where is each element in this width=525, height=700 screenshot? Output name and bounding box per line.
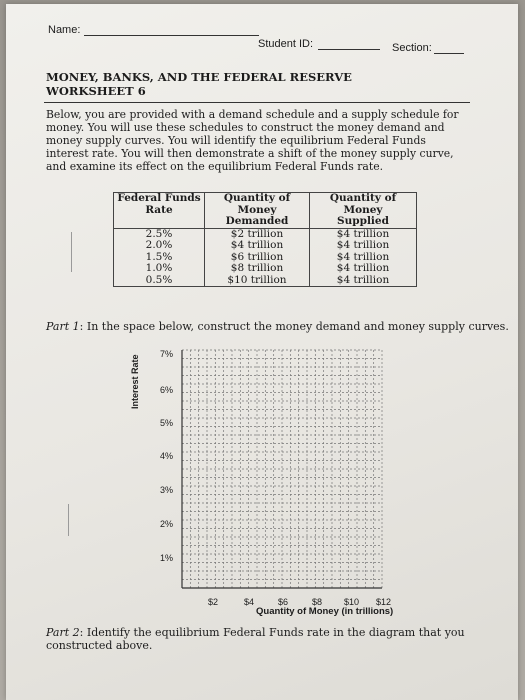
table-row: 2.0% $4 trillion $4 trillion — [114, 240, 417, 252]
x-tick-label: $2 — [208, 597, 219, 607]
header-rate: Federal Funds Rate — [114, 193, 205, 229]
x-tick-label: $4 — [244, 597, 255, 607]
y-tick-label: 7% — [160, 349, 174, 359]
header-demanded: Quantity of Money Demanded — [205, 193, 310, 229]
table-row: 2.5% $2 trillion $4 trillion — [114, 228, 417, 240]
y-tick-label: 5% — [160, 418, 174, 428]
x-tick-label: $8 — [312, 597, 323, 607]
part2-instructions — [46, 626, 466, 652]
title-line-1: MONEY, BANKS, AND THE FEDERAL RESERVE — [46, 70, 352, 84]
part2-label: Part 2 — [46, 626, 80, 639]
part1-instructions — [46, 320, 509, 333]
student-id-line[interactable] — [318, 49, 380, 50]
name-line[interactable] — [84, 35, 259, 36]
intro-paragraph: Below, you are provided with a demand schedule and a supply schedule for money. You will use these schedules to construct the money demand and money supply curves. You will identify the equilibrium Federal Funds interest rate. You will then demonstrate a shift of the money supply curve, and examine its effect on the equilibrium Federal Funds rate. — [46, 108, 459, 173]
worksheet-title — [46, 70, 352, 98]
table-row: 1.0% $8 trillion $4 trillion — [114, 263, 417, 275]
y-tick-label: 4% — [160, 451, 174, 461]
y-tick-label: 3% — [160, 485, 174, 495]
section-label: Section: — [392, 42, 432, 54]
name-label: Name: — [48, 24, 81, 36]
title-rule — [44, 102, 470, 103]
worksheet-page — [6, 4, 518, 700]
y-tick-label: 6% — [160, 385, 174, 395]
section-line[interactable] — [434, 53, 464, 54]
x-tick-label: $12 — [376, 597, 392, 607]
margin-mark-top — [71, 232, 72, 272]
part2-text: : Identify the equilibrium Federal Funds rate in the diagram that you constructed above. — [46, 626, 465, 652]
x-tick-label: $6 — [278, 597, 289, 607]
y-axis-label: Interest Rate — [130, 354, 140, 409]
y-tick-label: 2% — [160, 519, 174, 529]
margin-mark-bottom — [68, 504, 69, 536]
part1-label: Part 1 — [46, 320, 80, 333]
part1-text: : In the space below, construct the money demand and money supply curves. — [79, 320, 509, 333]
x-axis-label: Quantity of Money (in trillions) — [256, 606, 394, 617]
x-tick-label: $10 — [344, 597, 360, 607]
table-row: 1.5% $6 trillion $4 trillion — [114, 252, 417, 264]
schedule-table — [113, 192, 417, 287]
student-id-label: Student ID: — [258, 38, 314, 50]
blank-graph-grid[interactable] — [146, 344, 386, 594]
table-row: 0.5% $10 trillion $4 trillion — [114, 275, 417, 287]
title-line-2: WORKSHEET 6 — [46, 84, 146, 98]
header-supplied: Quantity of Money Supplied — [310, 193, 417, 229]
y-tick-label: 1% — [160, 553, 174, 563]
